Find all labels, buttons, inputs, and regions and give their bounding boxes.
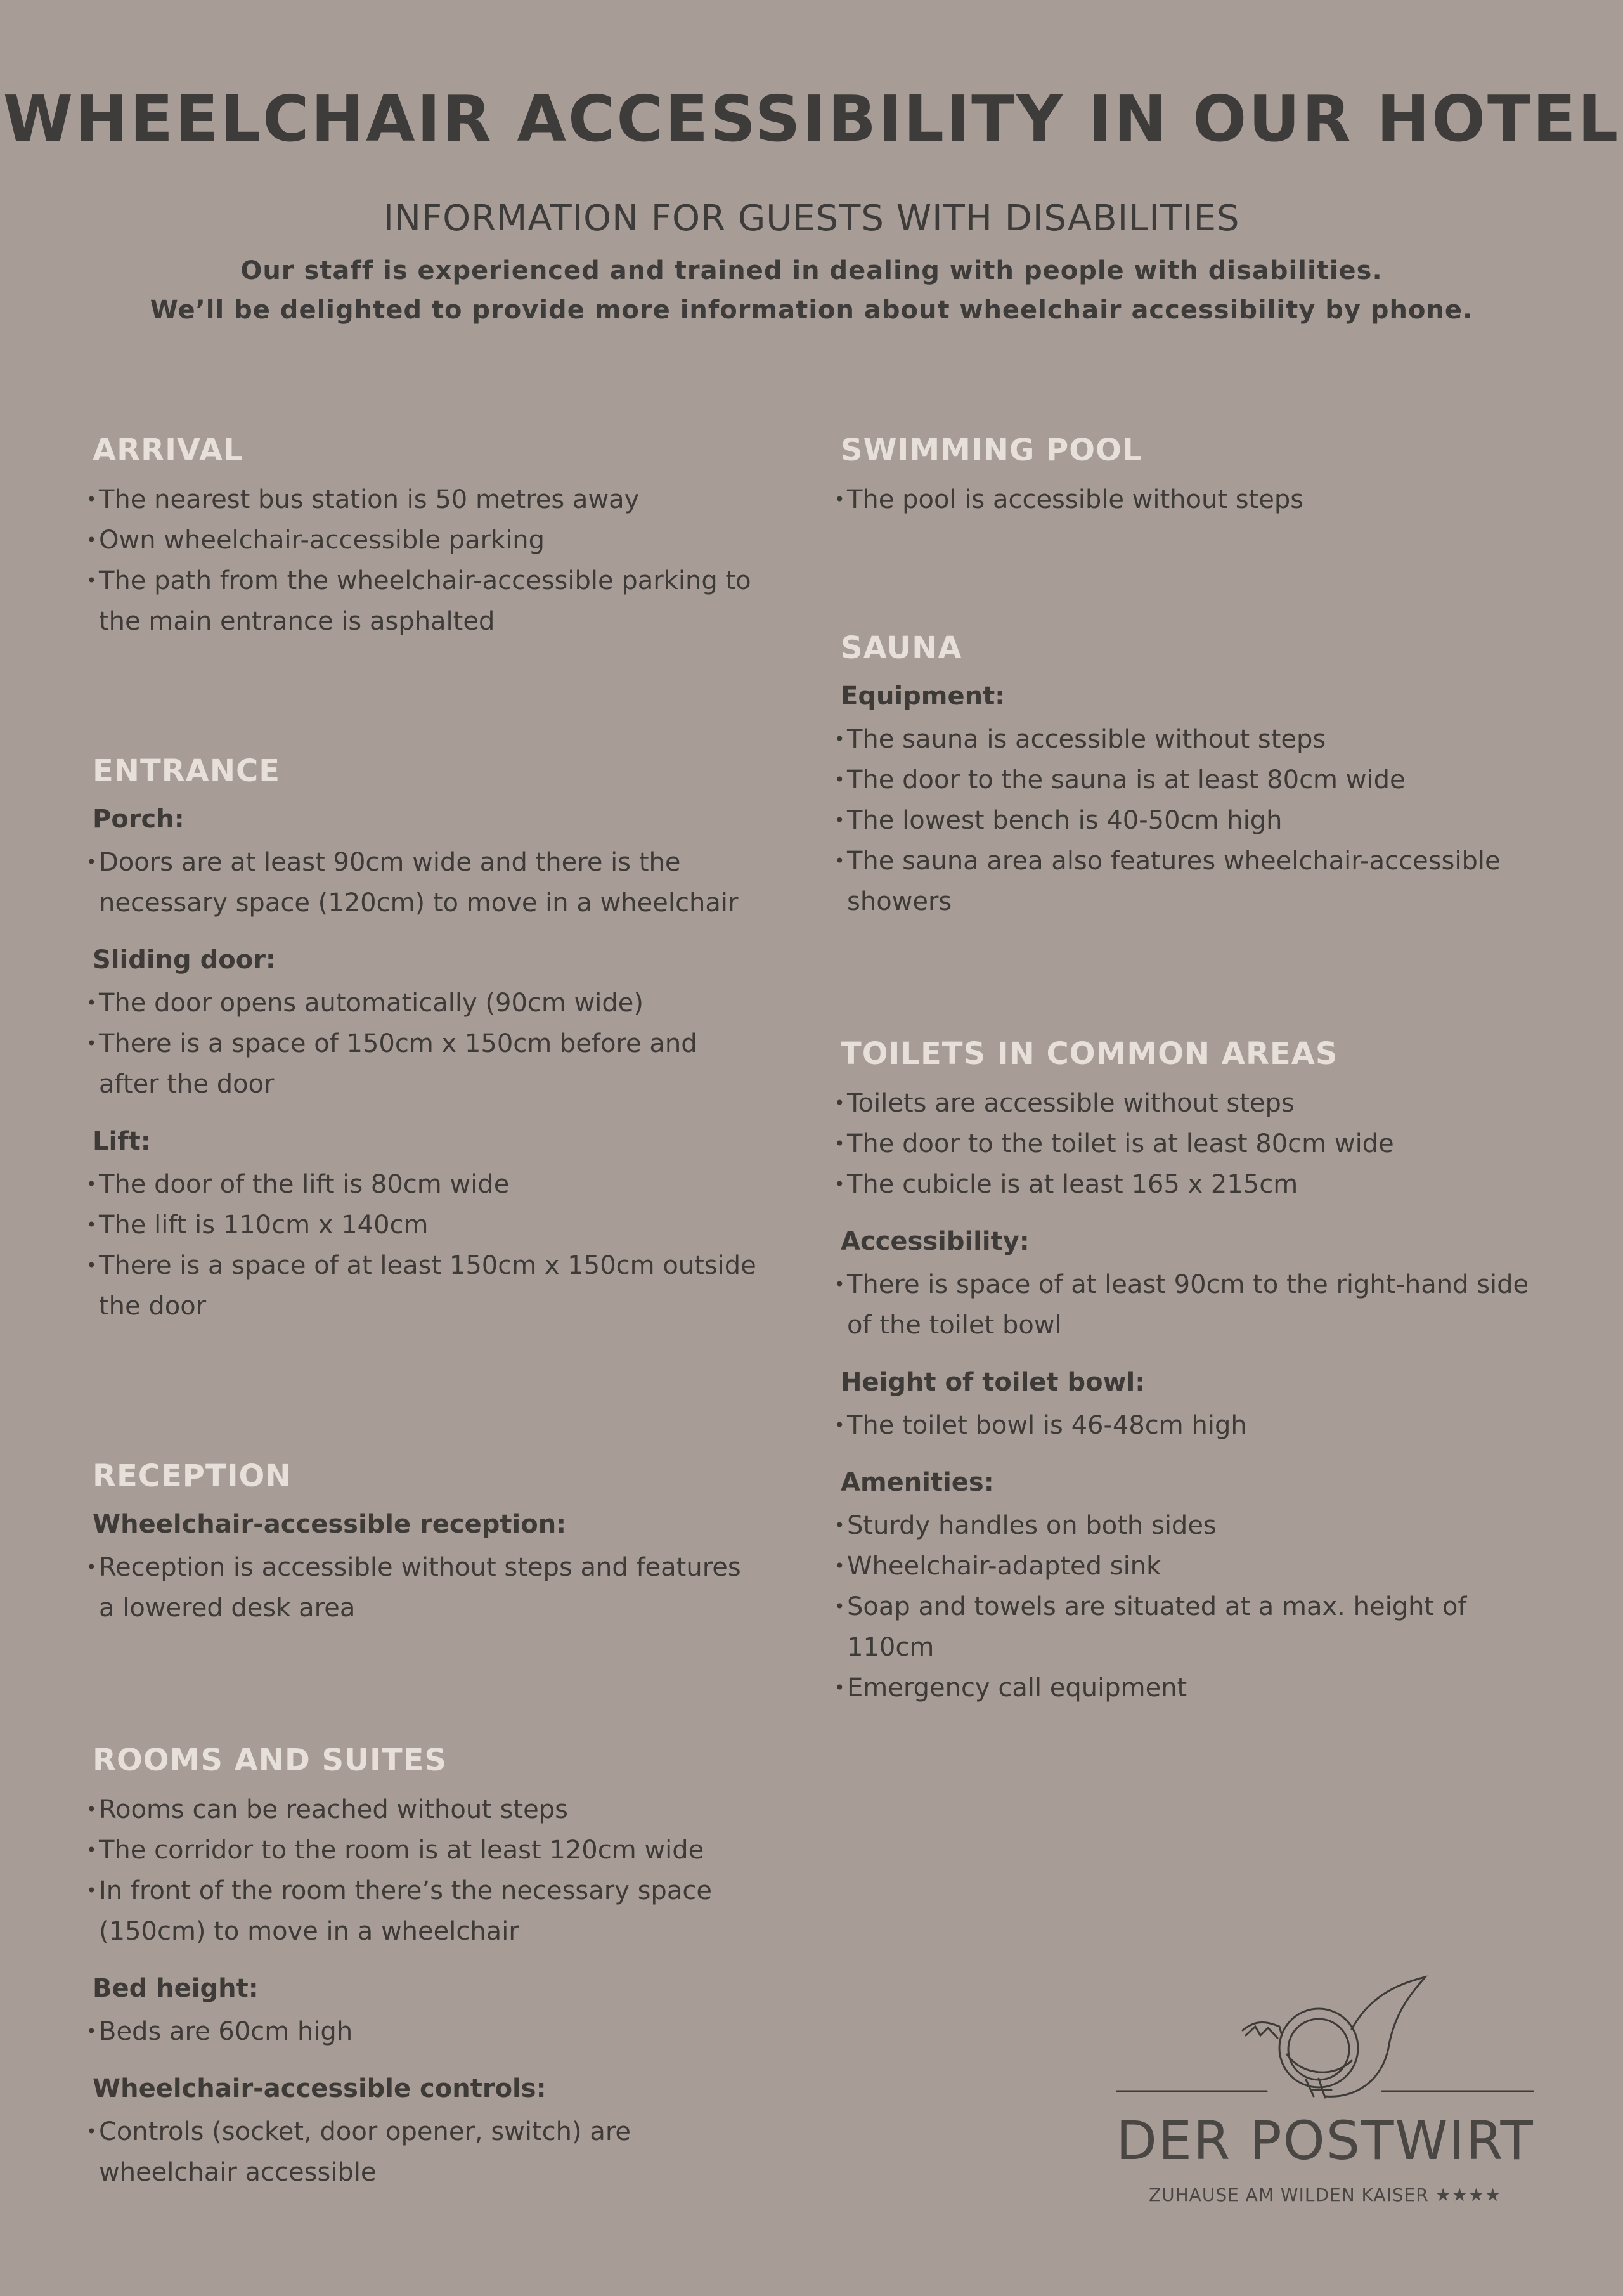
subheading: Accessibility:: [841, 1227, 1030, 1256]
subheading: Wheelchair-accessible controls:: [93, 2074, 546, 2103]
list-item: • The toilet bowl is 46-48cm high: [834, 1405, 1538, 1446]
list-item: • There is a space of at least 150cm x 150cm outside the door: [86, 1245, 758, 1326]
sliding-door-list: [86, 983, 758, 1105]
amenities-list: [834, 1505, 1538, 1708]
list-item: • The cubicle is at least 165 x 215cm: [834, 1164, 1538, 1205]
list-item: • Reception is accessible without steps and features a lowered desk area: [86, 1547, 758, 1628]
section-heading: ARRIVAL: [93, 432, 243, 468]
subheading: Porch:: [93, 805, 184, 834]
subheading: Bed height:: [93, 1974, 259, 2003]
toilets-list: [834, 1083, 1538, 1205]
toilets-section: [834, 1034, 1538, 1708]
section-heading: TOILETS IN COMMON AREAS: [841, 1036, 1338, 1072]
rooms-list: [86, 1789, 758, 1952]
sauna-list: [834, 719, 1538, 922]
subheading: Sliding door:: [93, 945, 276, 975]
intro-text: [0, 251, 1623, 330]
subheading: Height of toilet bowl:: [841, 1368, 1146, 1397]
list-item: • The lift is 110cm x 140cm: [86, 1205, 758, 1245]
list-item: • Sturdy handles on both sides: [834, 1505, 1538, 1546]
section-heading: ENTRANCE: [93, 753, 280, 789]
list-item: • Wheelchair-adapted sink: [834, 1546, 1538, 1586]
intro-line: Our staff is experienced and trained in dealing with people with disabilities.: [240, 256, 1383, 285]
list-item: • Soap and towels are situated at a max. height of 110cm: [834, 1586, 1538, 1668]
sauna-section: [834, 628, 1538, 922]
pool-section: [834, 430, 1538, 520]
intro-line: We’ll be delighted to provide more information about wheelchair accessibility by phone.: [150, 295, 1473, 325]
list-item: • Beds are 60cm high: [86, 2011, 758, 2052]
hotel-logo: [1116, 1972, 1534, 2213]
pool-list: [834, 479, 1538, 520]
toilet-height-list: [834, 1405, 1538, 1446]
subheading: Lift:: [93, 1127, 151, 1156]
list-item: • Toilets are accessible without steps: [834, 1083, 1538, 1124]
section-heading: RECEPTION: [93, 1458, 292, 1494]
bed-list: [86, 2011, 758, 2052]
list-item: • The sauna area also features wheelchair-accessible showers: [834, 841, 1538, 922]
list-item: • Doors are at least 90cm wide and there is the necessary space (120cm) to move in a wheelchair: [86, 842, 758, 923]
logo-wordmark: DER POSTWIRT: [1116, 2110, 1534, 2172]
lift-list: [86, 1164, 758, 1326]
reception-list: [86, 1547, 758, 1628]
list-item: • Rooms can be reached without steps: [86, 1789, 758, 1830]
post-horn-icon: [1116, 1972, 1534, 2105]
section-heading: ROOMS AND SUITES: [93, 1742, 447, 1778]
porch-list: [86, 842, 758, 923]
logo-tagline: ZUHAUSE AM WILDEN KAISER ★★★★: [1148, 2184, 1502, 2205]
page-subtitle: INFORMATION FOR GUESTS WITH DISABILITIES: [383, 198, 1240, 239]
list-item: • The door of the lift is 80cm wide: [86, 1164, 758, 1205]
toilet-access-list: [834, 1264, 1538, 1346]
list-item: • The sauna is accessible without steps: [834, 719, 1538, 760]
page-title: WHEELCHAIR ACCESSIBILITY IN OUR HOTEL: [3, 82, 1620, 156]
section-heading: SWIMMING POOL: [841, 432, 1142, 468]
arrival-section: [86, 430, 758, 642]
list-item: • The door to the toilet is at least 80cm wide: [834, 1124, 1538, 1164]
entrance-section: [86, 751, 758, 1326]
arrival-list: [86, 479, 758, 642]
list-item: • There is a space of 150cm x 150cm before and after the door: [86, 1023, 758, 1105]
list-item: • The door to the sauna is at least 80cm wide: [834, 760, 1538, 800]
list-item: • Own wheelchair-accessible parking: [86, 520, 758, 561]
controls-list: [86, 2111, 758, 2193]
rooms-section: [86, 1740, 758, 2193]
reception-section: [86, 1456, 758, 1628]
list-item: • The door opens automatically (90cm wide): [86, 983, 758, 1023]
list-item: • There is space of at least 90cm to the right-hand side of the toilet bowl: [834, 1264, 1538, 1346]
list-item: • Controls (socket, door opener, switch) are wheelchair accessible: [86, 2111, 758, 2193]
section-heading: SAUNA: [841, 630, 962, 666]
list-item: • The corridor to the room is at least 120cm wide: [86, 1830, 758, 1871]
list-item: • The nearest bus station is 50 metres away: [86, 479, 758, 520]
subheading: Amenities:: [841, 1468, 994, 1497]
subheading: Equipment:: [841, 682, 1005, 711]
list-item: • In front of the room there’s the necessary space (150cm) to move in a wheelchair: [86, 1871, 758, 1952]
list-item: • The path from the wheelchair-accessible parking to the main entrance is asphalted: [86, 561, 758, 642]
subheading: Wheelchair-accessible reception:: [93, 1510, 567, 1539]
list-item: • The pool is accessible without steps: [834, 479, 1538, 520]
list-item: • The lowest bench is 40-50cm high: [834, 800, 1538, 841]
list-item: • Emergency call equipment: [834, 1668, 1538, 1708]
